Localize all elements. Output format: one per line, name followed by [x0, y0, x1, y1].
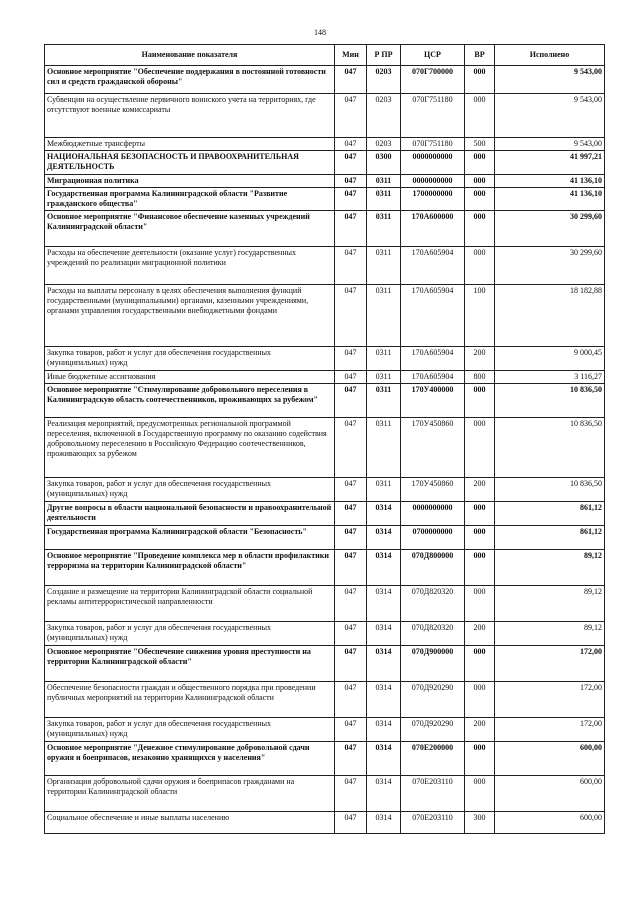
- row-ministry: 047: [335, 586, 367, 622]
- row-name: Расходы на выплаты персоналу в целях обеспечения выполнения функций государственными (муниципальными) органами, казенными учреждениями, органами управления государственными внебюджетными фондами: [45, 285, 335, 347]
- row-executed-amount: 600,00: [495, 812, 605, 834]
- row-name: Расходы на обеспечение деятельности (оказание услуг) государственных учреждений по реализации миграционной политики: [45, 247, 335, 285]
- row-expense-type: 000: [465, 550, 495, 586]
- row-ministry: 047: [335, 718, 367, 742]
- table-row: [45, 812, 605, 834]
- row-expense-type: 000: [465, 646, 495, 682]
- row-expense-type: 000: [465, 418, 495, 478]
- row-target-article: 070Д920290: [401, 682, 465, 718]
- row-target-article: 0000000000: [401, 175, 465, 188]
- row-expense-type: 000: [465, 188, 495, 211]
- row-target-article: 170У450860: [401, 418, 465, 478]
- row-ministry: 047: [335, 347, 367, 371]
- row-ministry: 047: [335, 188, 367, 211]
- row-expense-type: 500: [465, 138, 495, 151]
- table-row: [45, 586, 605, 622]
- row-section: 0314: [367, 646, 401, 682]
- row-name: Организация добровольной сдачи оружия и боеприпасов гражданами на территории Калининградской области: [45, 776, 335, 812]
- row-section: 0203: [367, 66, 401, 94]
- table-row: [45, 682, 605, 718]
- row-section: 0203: [367, 94, 401, 138]
- row-ministry: 047: [335, 285, 367, 347]
- row-expense-type: 000: [465, 175, 495, 188]
- row-name: Социальное обеспечение и иные выплаты населению: [45, 812, 335, 834]
- table-row: [45, 384, 605, 418]
- table-row: [45, 371, 605, 384]
- header-executed: Исполнено: [495, 45, 605, 66]
- budget-execution-table: [44, 44, 605, 834]
- header-ministry: Мин: [335, 45, 367, 66]
- row-target-article: 070Е203110: [401, 812, 465, 834]
- row-executed-amount: 41 997,21: [495, 151, 605, 175]
- table-row: [45, 742, 605, 776]
- row-section: 0314: [367, 742, 401, 776]
- row-executed-amount: 9 543,00: [495, 138, 605, 151]
- row-expense-type: 000: [465, 94, 495, 138]
- row-target-article: 170А605904: [401, 247, 465, 285]
- row-executed-amount: 9 543,00: [495, 66, 605, 94]
- table-row: [45, 502, 605, 526]
- table-row: [45, 175, 605, 188]
- row-ministry: 047: [335, 247, 367, 285]
- row-target-article: 070Е203110: [401, 776, 465, 812]
- row-ministry: 047: [335, 371, 367, 384]
- row-name: Основное мероприятие "Обеспечение снижения уровня преступности на территории Калининградской области": [45, 646, 335, 682]
- header-indicator-name: Наименование показателя: [45, 45, 335, 66]
- table-row: [45, 347, 605, 371]
- row-ministry: 047: [335, 94, 367, 138]
- row-executed-amount: 30 299,60: [495, 211, 605, 247]
- row-target-article: 170У400000: [401, 384, 465, 418]
- row-ministry: 047: [335, 418, 367, 478]
- row-section: 0314: [367, 586, 401, 622]
- row-name: Основное мероприятие "Денежное стимулирование добровольной сдачи оружия и боеприпасов, незаконно хранящихся у населения": [45, 742, 335, 776]
- row-name: Иные бюджетные ассигнования: [45, 371, 335, 384]
- row-section: 0314: [367, 682, 401, 718]
- row-name: Государственная программа Калининградской области "Развитие гражданского общества": [45, 188, 335, 211]
- row-section: 0314: [367, 502, 401, 526]
- row-expense-type: 200: [465, 347, 495, 371]
- row-executed-amount: 9 543,00: [495, 94, 605, 138]
- row-expense-type: 000: [465, 384, 495, 418]
- table-row: [45, 151, 605, 175]
- row-section: 0311: [367, 285, 401, 347]
- row-executed-amount: 172,00: [495, 718, 605, 742]
- row-ministry: 047: [335, 151, 367, 175]
- row-section: 0311: [367, 211, 401, 247]
- row-ministry: 047: [335, 812, 367, 834]
- row-target-article: 0700000000: [401, 526, 465, 550]
- row-ministry: 047: [335, 384, 367, 418]
- row-name: Закупка товаров, работ и услуг для обеспечения государственных (муниципальных) нужд: [45, 347, 335, 371]
- row-name: Основное мероприятие "Стимулирование добровольного переселения в Калининградскую область соотечественников, проживающих за рубежом": [45, 384, 335, 418]
- table-row: [45, 718, 605, 742]
- row-executed-amount: 10 836,50: [495, 478, 605, 502]
- row-name: Миграционная политика: [45, 175, 335, 188]
- row-executed-amount: 30 299,60: [495, 247, 605, 285]
- row-target-article: 070Д800000: [401, 550, 465, 586]
- table-row: [45, 211, 605, 247]
- row-executed-amount: 600,00: [495, 776, 605, 812]
- row-target-article: 070Г751180: [401, 94, 465, 138]
- row-ministry: 047: [335, 211, 367, 247]
- row-target-article: 070Г700000: [401, 66, 465, 94]
- row-section: 0311: [367, 418, 401, 478]
- row-name: Межбюджетные трансферты: [45, 138, 335, 151]
- row-ministry: 047: [335, 682, 367, 718]
- row-target-article: 070Д820320: [401, 586, 465, 622]
- row-expense-type: 000: [465, 526, 495, 550]
- row-section: 0300: [367, 151, 401, 175]
- row-expense-type: 200: [465, 478, 495, 502]
- row-ministry: 047: [335, 742, 367, 776]
- table-row: [45, 285, 605, 347]
- row-executed-amount: 10 836,50: [495, 384, 605, 418]
- row-expense-type: 000: [465, 211, 495, 247]
- row-section: 0311: [367, 371, 401, 384]
- row-expense-type: 000: [465, 586, 495, 622]
- row-executed-amount: 172,00: [495, 646, 605, 682]
- table-row: [45, 526, 605, 550]
- row-expense-type: 200: [465, 718, 495, 742]
- row-ministry: 047: [335, 175, 367, 188]
- row-executed-amount: 10 836,50: [495, 418, 605, 478]
- header-target-article: ЦСР: [401, 45, 465, 66]
- row-expense-type: 000: [465, 776, 495, 812]
- row-expense-type: 000: [465, 247, 495, 285]
- row-executed-amount: 861,12: [495, 526, 605, 550]
- row-section: 0311: [367, 247, 401, 285]
- table-row: [45, 66, 605, 94]
- header-expense-type: ВР: [465, 45, 495, 66]
- row-executed-amount: 89,12: [495, 622, 605, 646]
- row-section: 0311: [367, 347, 401, 371]
- row-target-article: 1700000000: [401, 188, 465, 211]
- row-section: 0203: [367, 138, 401, 151]
- row-section: 0314: [367, 526, 401, 550]
- row-name: Государственная программа Калининградской области "Безопасность": [45, 526, 335, 550]
- row-ministry: 047: [335, 776, 367, 812]
- row-name: Другие вопросы в области национальной безопасности и правоохранительной деятельности: [45, 502, 335, 526]
- table-row: [45, 418, 605, 478]
- table-row: [45, 138, 605, 151]
- row-executed-amount: 41 136,10: [495, 188, 605, 211]
- row-executed-amount: 600,00: [495, 742, 605, 776]
- row-expense-type: 000: [465, 742, 495, 776]
- row-target-article: 070Д920290: [401, 718, 465, 742]
- row-executed-amount: 3 116,27: [495, 371, 605, 384]
- row-expense-type: 000: [465, 66, 495, 94]
- row-target-article: 070Д900000: [401, 646, 465, 682]
- row-section: 0314: [367, 718, 401, 742]
- row-name: Основное мероприятие "Обеспечение поддержания в постоянной готовности сил и средств гражданской обороны": [45, 66, 335, 94]
- table-row: [45, 94, 605, 138]
- row-target-article: 170А600000: [401, 211, 465, 247]
- table-row: [45, 622, 605, 646]
- row-target-article: 170У450860: [401, 478, 465, 502]
- row-section: 0314: [367, 550, 401, 586]
- row-section: 0311: [367, 188, 401, 211]
- row-section: 0314: [367, 622, 401, 646]
- row-name: Создание и размещение на территории Калининградской области социальной рекламы антитеррористической направленности: [45, 586, 335, 622]
- row-name: Субвенции на осуществление первичного воинского учета на территориях, где отсутствуют военные комиссариаты: [45, 94, 335, 138]
- row-section: 0314: [367, 812, 401, 834]
- row-name: Реализация мероприятий, предусмотренных региональной программой переселения, включенной в Государственную программу по оказанию содействия добровольному переселению в Российскую Федерацию соотечественников, проживающих за рубежом: [45, 418, 335, 478]
- row-ministry: 047: [335, 622, 367, 646]
- row-target-article: 170А605904: [401, 371, 465, 384]
- row-name: Закупка товаров, работ и услуг для обеспечения государственных (муниципальных) нужд: [45, 718, 335, 742]
- row-section: 0311: [367, 384, 401, 418]
- row-ministry: 047: [335, 66, 367, 94]
- row-name: Обеспечение безопасности граждан и общественного порядка при проведении публичных мероприятий на территории Калининградской области: [45, 682, 335, 718]
- table-row: [45, 188, 605, 211]
- header-section: Р ПР: [367, 45, 401, 66]
- row-ministry: 047: [335, 526, 367, 550]
- row-target-article: 0000000000: [401, 502, 465, 526]
- row-executed-amount: 89,12: [495, 550, 605, 586]
- row-ministry: 047: [335, 550, 367, 586]
- row-expense-type: 200: [465, 622, 495, 646]
- row-section: 0311: [367, 175, 401, 188]
- row-ministry: 047: [335, 478, 367, 502]
- table-row: [45, 247, 605, 285]
- row-executed-amount: 18 182,88: [495, 285, 605, 347]
- row-target-article: 070Е200000: [401, 742, 465, 776]
- table-row: [45, 776, 605, 812]
- table-row: [45, 478, 605, 502]
- table-header-row: [45, 45, 605, 66]
- row-section: 0311: [367, 478, 401, 502]
- table-row: [45, 646, 605, 682]
- table-row: [45, 550, 605, 586]
- row-executed-amount: 9 000,45: [495, 347, 605, 371]
- row-target-article: 0000000000: [401, 151, 465, 175]
- row-name: Основное мероприятие "Финансовое обеспечение казенных учреждений Калининградской области": [45, 211, 335, 247]
- row-executed-amount: 172,00: [495, 682, 605, 718]
- row-expense-type: 100: [465, 285, 495, 347]
- row-ministry: 047: [335, 502, 367, 526]
- row-target-article: 170А605904: [401, 347, 465, 371]
- row-executed-amount: 41 136,10: [495, 175, 605, 188]
- row-executed-amount: 861,12: [495, 502, 605, 526]
- row-ministry: 047: [335, 138, 367, 151]
- row-name: НАЦИОНАЛЬНАЯ БЕЗОПАСНОСТЬ И ПРАВООХРАНИТЕЛЬНАЯ ДЕЯТЕЛЬНОСТЬ: [45, 151, 335, 175]
- row-name: Закупка товаров, работ и услуг для обеспечения государственных (муниципальных) нужд: [45, 478, 335, 502]
- row-target-article: 170А605904: [401, 285, 465, 347]
- row-expense-type: 300: [465, 812, 495, 834]
- row-expense-type: 800: [465, 371, 495, 384]
- row-target-article: 070Д820320: [401, 622, 465, 646]
- row-target-article: 070Г751180: [401, 138, 465, 151]
- row-expense-type: 000: [465, 151, 495, 175]
- row-executed-amount: 89,12: [495, 586, 605, 622]
- page-number: 148: [314, 28, 326, 37]
- row-section: 0314: [367, 776, 401, 812]
- row-expense-type: 000: [465, 682, 495, 718]
- row-name: Закупка товаров, работ и услуг для обеспечения государственных (муниципальных) нужд: [45, 622, 335, 646]
- row-expense-type: 000: [465, 502, 495, 526]
- row-ministry: 047: [335, 646, 367, 682]
- row-name: Основное мероприятие "Проведение комплекса мер в области профилактики терроризма на территории Калининградской области": [45, 550, 335, 586]
